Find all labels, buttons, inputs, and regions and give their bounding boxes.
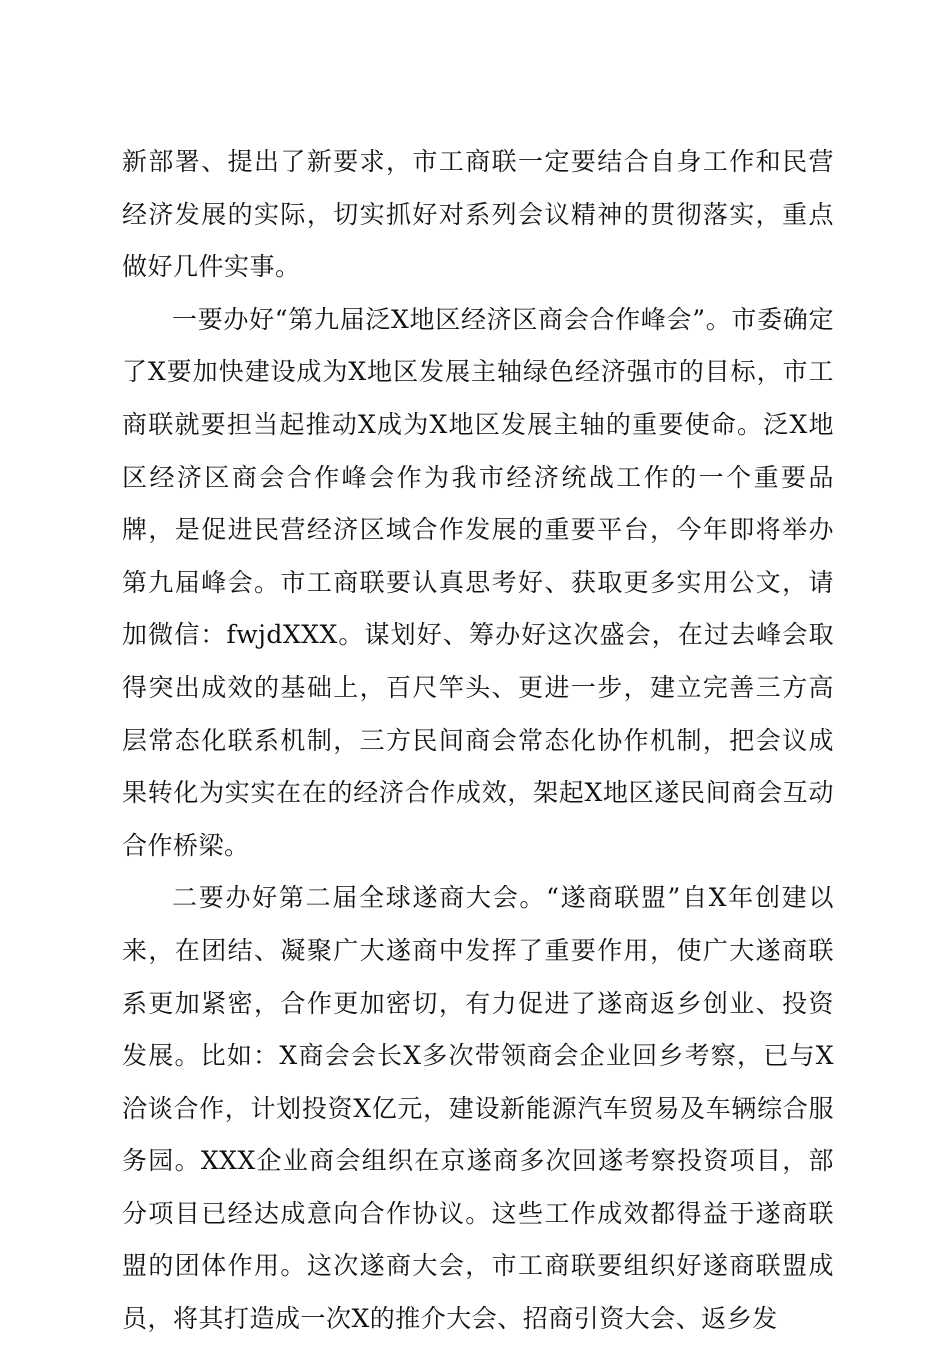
- paragraph-continuation: 新部署、提出了新要求，市工商联一定要结合自身工作和民营经济发展的实际，切实抓好对系列会议精神的贯彻落实，重点做好几件实事。: [122, 147, 834, 282]
- document-body: [122, 136, 834, 1346]
- paragraph-summit: 一要办好“第九届泛X地区经济区商会合作峰会”。市委确定了X要加快建设成为X地区发展主轴绿色经济强市的目标，市工商联就要担当起推动X成为X地区发展主轴的重要使命。泛X地区经济区商会合作峰会作为我市经济统战工作的一个重要品牌，是促进民营经济区域合作发展的重要平台，今年即将举办第九届峰会。市工商联要认真思考好、获取更多实用公文，请加微信：fwjdXXX。谋划好、筹办好这次盛会，在过去峰会取得突出成效的基础上，百尺竿头、更进一步，建立完善三方高层常态化联系机制，三方民间商会常态化协作机制，把会议成果转化为实实在在的经济合作成效，架起X地区遂民间商会互动合作桥梁。: [122, 304, 834, 860]
- paragraph-suishang-conference: 二要办好第二届全球遂商大会。“遂商联盟”自X年创建以来，在团结、凝聚广大遂商中发挥了重要作用，使广大遂商联系更加紧密，合作更加密切，有力促进了遂商返乡创业、投资发展。比如：X商会会长X多次带领商会企业回乡考察，已与X洽谈合作，计划投资X亿元，建设新能源汽车贸易及车辆综合服务园。XXX企业商会组织在京遂商多次回遂考察投资项目，部分项目已经达成意向合作协议。这些工作成效都得益于遂商联盟的团体作用。这次遂商大会，市工商联要组织好遂商联盟成员，将其打造成一次X的推介大会、招商引资大会、返乡发: [122, 883, 834, 1334]
